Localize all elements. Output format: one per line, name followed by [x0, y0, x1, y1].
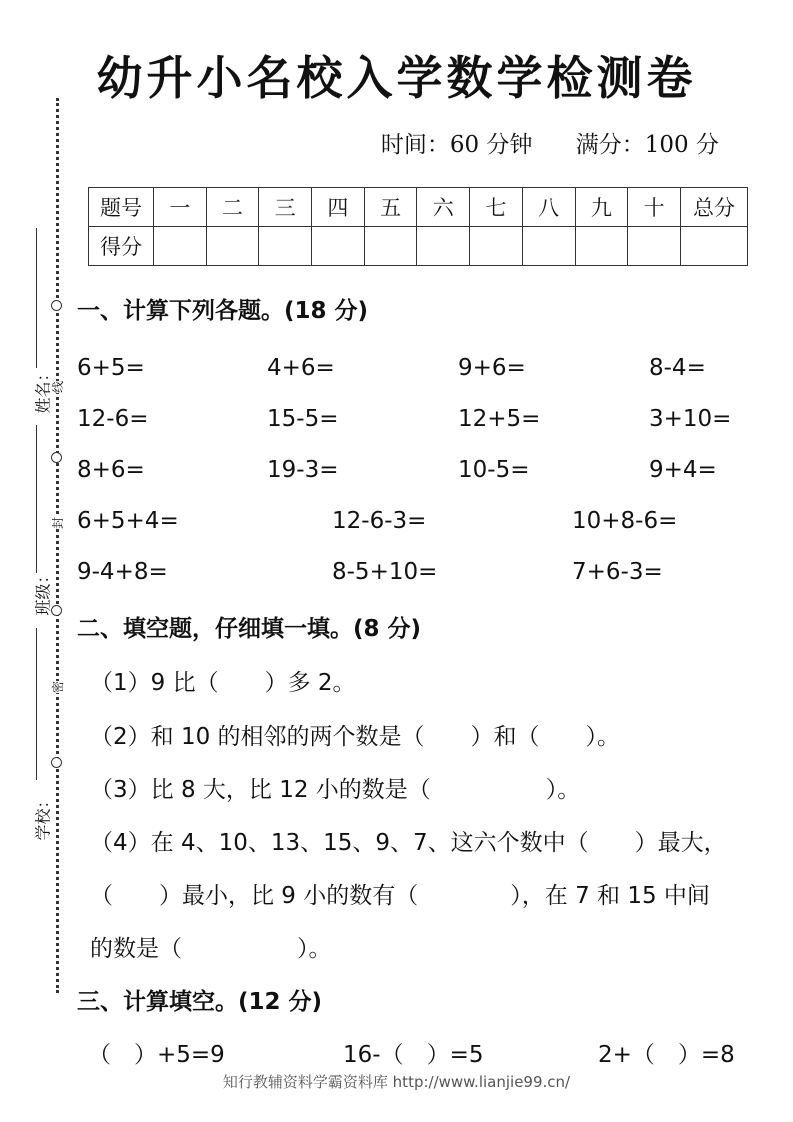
class-label: 班级：	[33, 567, 53, 616]
score-entry-cell[interactable]	[312, 227, 365, 266]
calc-item: 3+10=	[649, 406, 732, 432]
score-entry-cell[interactable]	[417, 227, 470, 266]
calc-item: 12+5=	[458, 406, 541, 432]
score-entry-cell[interactable]	[522, 227, 575, 266]
score-header-cell: 总分	[681, 188, 748, 227]
exam-time: 时间：60 分钟	[380, 132, 533, 158]
score-header-cell: 二	[206, 188, 259, 227]
score-header-cell: 十	[628, 188, 681, 227]
score-entry-cell[interactable]	[628, 227, 681, 266]
binding-margin	[0, 0, 80, 1122]
fill-calc-item: 2+（ ）=8	[598, 1042, 735, 1068]
calc-item: 9-4+8=	[77, 559, 168, 585]
score-header-cell: 七	[470, 188, 523, 227]
page-title: 幼升小名校入学数学检测卷	[96, 51, 697, 105]
binding-hole-icon	[51, 300, 62, 311]
score-table-score-row	[89, 227, 748, 266]
score-header-cell: 一	[154, 188, 207, 227]
class-line	[36, 425, 37, 573]
footer-watermark: 知行教辅资料学霸资料库 http://www.lianjie99.cn/	[222, 1073, 571, 1091]
calc-item: 10+8-6=	[572, 508, 678, 534]
binding-char-line: 线	[51, 380, 66, 394]
score-table	[88, 187, 748, 266]
binding-hole-icon	[51, 757, 62, 768]
score-entry-cell[interactable]	[470, 227, 523, 266]
score-entry-cell[interactable]	[259, 227, 312, 266]
score-entry-cell[interactable]	[575, 227, 628, 266]
calc-item: 7+6-3=	[572, 559, 663, 585]
calc-item: 8+6=	[77, 457, 145, 483]
calc-item: 12-6-3=	[332, 508, 427, 534]
calc-item: 10-5=	[458, 457, 530, 483]
calc-item: 9+4=	[649, 457, 717, 483]
calc-item: 9+6=	[458, 355, 526, 381]
section2-heading: 二、填空题，仔细填一填。(8 分)	[77, 616, 422, 642]
score-entry-cell[interactable]	[154, 227, 207, 266]
score-header-cell: 题号	[89, 188, 154, 227]
calc-item: 12-6=	[77, 406, 149, 432]
score-entry-cell[interactable]	[364, 227, 417, 266]
score-table-header-row	[89, 188, 748, 227]
score-header-cell: 三	[259, 188, 312, 227]
score-entry-cell[interactable]	[681, 227, 748, 266]
fill-calc-item: （ ）+5=9	[88, 1042, 225, 1068]
exam-full-score: 满分：100 分	[575, 132, 719, 158]
section3-heading: 三、计算填空。(12 分)	[77, 989, 323, 1015]
section1-heading: 一、计算下列各题。(18 分)	[77, 298, 369, 324]
name-label: 姓名：	[33, 365, 53, 414]
fill-question-4b: （ ）最小，比 9 小的数有（ ），在 7 和 15 中间	[90, 883, 710, 909]
calc-item: 19-3=	[267, 457, 339, 483]
calc-item: 6+5=	[77, 355, 145, 381]
fill-question-2: （2）和 10 的相邻的两个数是（ ）和（ ）。	[90, 724, 621, 750]
score-header-cell: 五	[364, 188, 417, 227]
binding-char-seal: 封	[51, 516, 66, 530]
binding-dotted-line	[56, 98, 59, 993]
fill-calc-item: 16-（ ）=5	[343, 1042, 484, 1068]
score-row-label: 得分	[89, 227, 154, 266]
school-label: 学校：	[33, 792, 53, 841]
score-header-cell: 八	[522, 188, 575, 227]
fill-question-1: （1）9 比（ ）多 2。	[90, 670, 356, 696]
binding-hole-icon	[51, 452, 62, 463]
score-entry-cell[interactable]	[206, 227, 259, 266]
exam-meta	[345, 126, 719, 159]
calc-item: 8-5+10=	[332, 559, 438, 585]
score-header-cell: 四	[312, 188, 365, 227]
calc-item: 6+5+4=	[77, 508, 179, 534]
score-header-cell: 六	[417, 188, 470, 227]
score-header-cell: 九	[575, 188, 628, 227]
fill-question-4c: 的数是（ ）。	[90, 936, 332, 962]
calc-item: 4+6=	[267, 355, 335, 381]
name-line	[36, 228, 37, 368]
school-line	[36, 628, 37, 780]
calc-item: 8-4=	[649, 355, 706, 381]
fill-question-3: （3）比 8 大，比 12 小的数是（ ）。	[90, 777, 581, 803]
calc-item: 15-5=	[267, 406, 339, 432]
binding-char-secret: 密	[51, 680, 66, 694]
fill-question-4a: （4）在 4、10、13、15、9、7、这六个数中（ ）最大，	[90, 830, 727, 856]
